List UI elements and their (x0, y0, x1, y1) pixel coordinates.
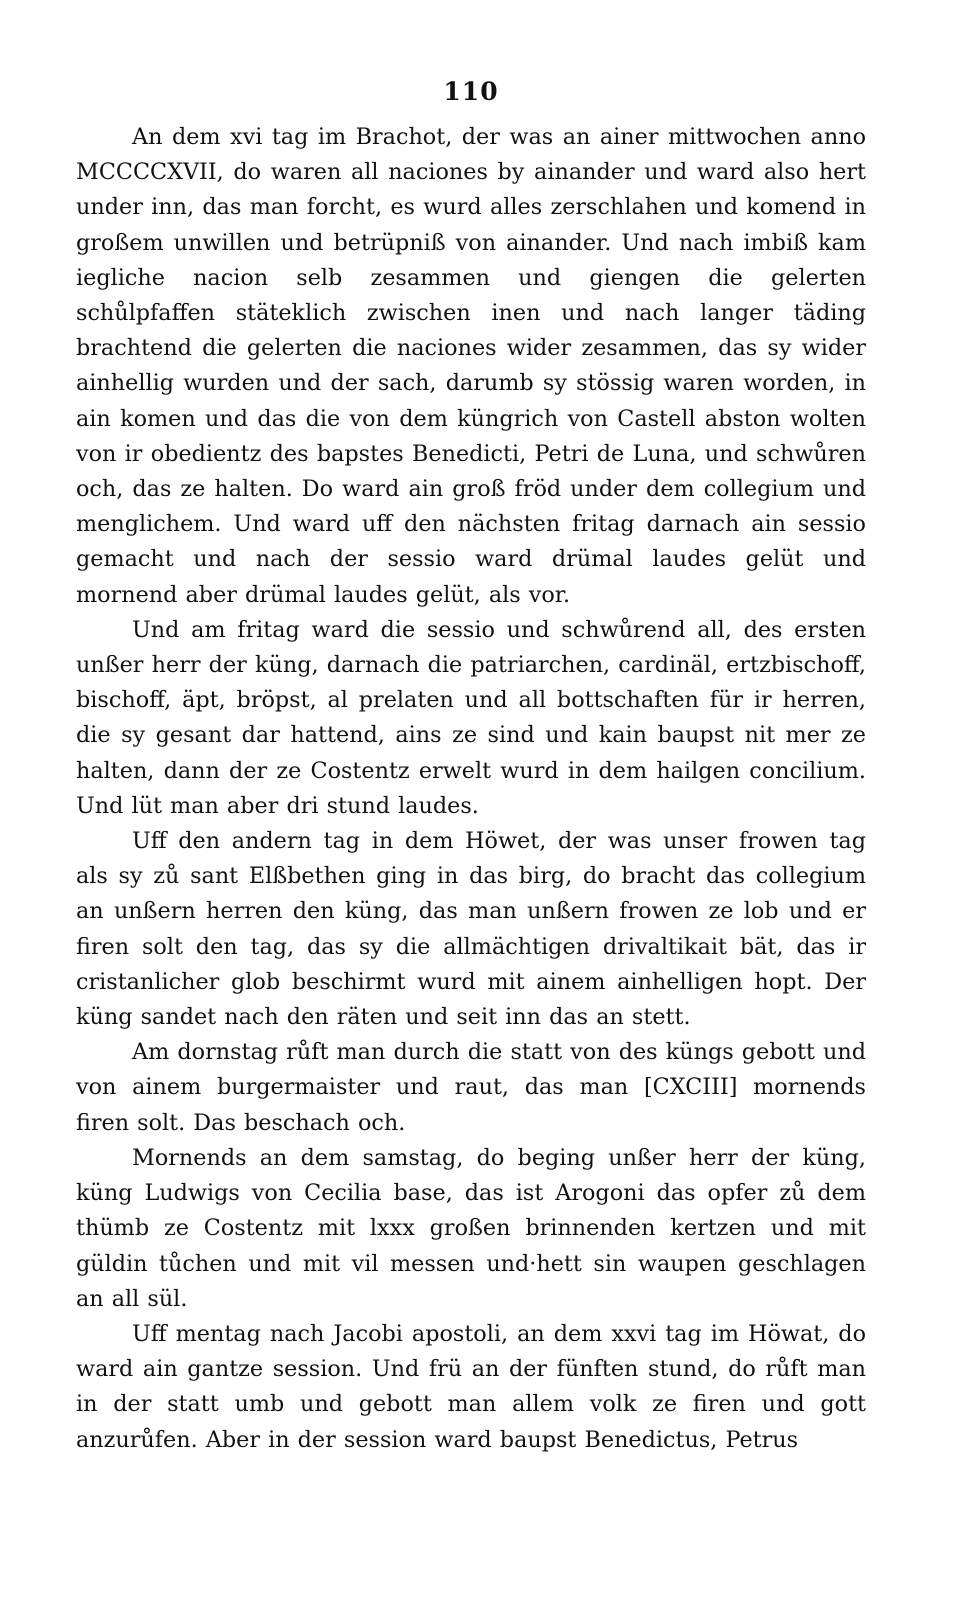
page-number: 110 (443, 77, 499, 106)
paragraph-3: Uff den andern tag in dem Höwet, der was unser frowen tag als sy zů sant Elßbethen ging in das birg, do bracht das collegium an unßern herren den küng, das man unßern frowen ze lob und er firen solt den tag, das sy die allmächtigen drivaltikait bät, das ir cristanlicher glob beschirmt wurd mit ainem ainhelligen hopt. Der küng sandet nach den räten und seit inn das an stett. (76, 828, 866, 1031)
paragraph-5: Mornends an dem samstag, do beging unßer herr der küng, küng Ludwigs von Cecilia base, das ist Arogoni das opfer zů dem thümb ze Costentz mit lxxx großen brinnenden kertzen und mit güldin tůchen und mit vil messen und·hett sin waupen geschlagen an all sül. (76, 1144, 866, 1312)
paragraph-2: Und am fritag ward die sessio und schwůrend all, des ersten unßer herr der küng, darnach die patriarchen, cardinäl, ertzbischoff, bischoff, äpt, bröpst, al prelaten und all bottschaften für ir herren, die sy gesant dar hattend, ains ze sind und kain baupst nit mer ze halten, dann der ze Costentz erwelt wurd in dem hailgen concilium. Und lüt man aber dri stund laudes. (76, 616, 866, 819)
paragraph-1: An dem xvi tag im Brachot, der was an ainer mittwochen anno MCCCCXVII, do waren all naciones by ainander und ward also hert under inn, das man forcht, es wurd alles zerschlahen und komend in großem unwillen und betrüpniß von ainander. Und nach imbiß kam iegliche nacion selb zesammen und giengen die gelerten schůlpfaffen stäteklich zwischen inen und nach langer täding brachtend die gelerten die naciones wider zesammen, das sy wider ainhellig wurden und der sach, darumb sy stössig waren worden, in ain komen und das die von dem küngrich von Castell abston wolten von ir obedientz des bapstes Benedicti, Petri de Luna, und schwůren och, das ze halten. Do ward ain groß fröd under dem collegium und menglichem. Und ward uff den nächsten fritag darnach ain sessio gemacht und nach der sessio ward drümal laudes gelüt und mornend aber drümal laudes gelüt, als vor. (76, 124, 866, 608)
paragraph-6: Uff mentag nach Jacobi apostoli, an dem xxvi tag im Höwat, do ward ain gantze session. Und frü an der fünften stund, do růft man in der statt umb und gebott man allem volk ze firen und gott anzurůfen. Aber in der session ward baupst Benedictus, Petrus (76, 1320, 866, 1453)
paragraph-4: Am dornstag růft man durch die statt von des küngs gebott und von ainem burgermaister und raut, das man [CXCIII] mornends firen solt. Das beschach och. (76, 1039, 866, 1136)
document-page (76, 72, 866, 1458)
